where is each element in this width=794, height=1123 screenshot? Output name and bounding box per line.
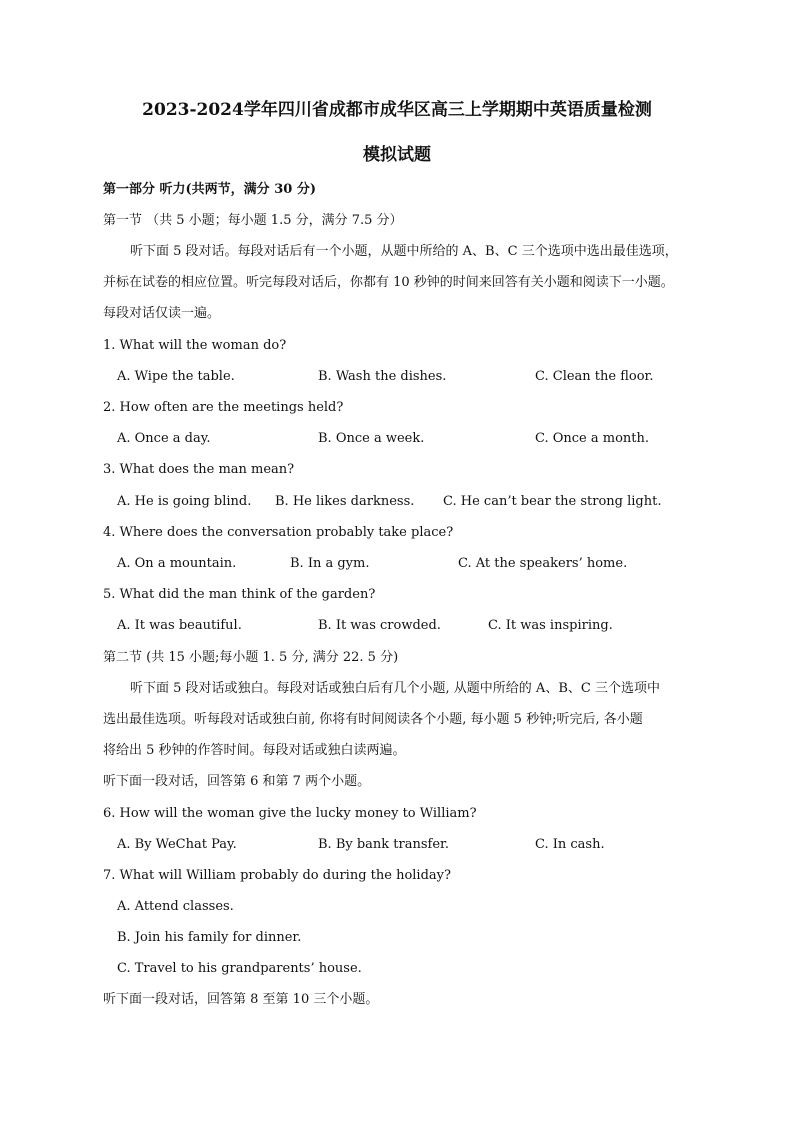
option-a: A. Wipe the table. [117,369,235,384]
option-b: B. It was crowded. [318,618,441,633]
option-b: B. Wash the dishes. [318,369,447,384]
option-a: A. On a mountain. [117,556,237,571]
question-stem: 5. What did the man think of the garden? [103,587,376,602]
option-c: C. Clean the floor. [535,369,654,384]
option-c: C. It was inspiring. [488,618,613,633]
part1-heading: 第一部分 听力(共两节，满分 30 分) [103,182,316,197]
question-stem: 7. What will William probably do during the holiday? [103,868,451,883]
section2-instruction-line: 选出最佳选项。听每段对话或独白前, 你将有时间阅读各个小题, 每小题 5 秒钟;听完后, 各小题 [103,712,643,727]
question-stem: 1. What will the woman do? [103,338,287,353]
option-c: C. In cash. [535,837,605,852]
option-a: A. It was beautiful. [117,618,242,633]
option-c: C. At the speakers’ home. [458,556,628,571]
section1-instruction-line: 听下面 5 段对话。每段对话后有一个小题，从题中所给的 A、B、C 三个选项中选出最佳选项， [130,244,678,259]
section2-instruction-line: 将给出 5 秒钟的作答时间。每段对话或独白读两遍。 [103,743,406,758]
question-stem: 3. What does the man mean? [103,462,295,477]
option-a: A. By WeChat Pay. [117,837,237,852]
section2-instruction-line: 听下面 5 段对话或独白。每段对话或独白后有几个小题, 从题中所给的 A、B、C 三个选项中 [130,681,660,696]
option-b: B. Once a week. [318,431,425,446]
question-stem: 6. How will the woman give the lucky money to William? [103,806,477,821]
option-a: A. Once a day. [117,431,211,446]
section2-heading: 第二节 (共 15 小题;每小题 1. 5 分, 满分 22. 5 分) [103,650,399,665]
document-subtitle: 模拟试题 [363,145,431,165]
question-stem: 2. How often are the meetings held? [103,400,344,415]
section1-heading: 第一节 （共 5 小题；每小题 1.5 分，满分 7.5 分） [103,213,403,228]
question-stem: 4. Where does the conversation probably take place? [103,525,454,540]
section1-instruction-line: 每段对话仅读一遍。 [103,306,221,321]
dialogue-lead: 听下面一段对话，回答第 6 和第 7 两个小题。 [103,774,371,789]
option-c: C. Once a month. [535,431,650,446]
document-title: 2023-2024学年四川省成都市成华区高三上学期期中英语质量检测 [142,100,652,120]
option-b: B. Join his family for dinner. [117,930,302,945]
option-a: A. Attend classes. [117,899,234,914]
option-c: C. Travel to his grandparents’ house. [117,961,362,976]
dialogue-lead: 听下面一段对话，回答第 8 至第 10 三个小题。 [103,992,379,1007]
option-a: A. He is going blind. [117,494,252,509]
section1-instruction-line: 并标在试卷的相应位置。听完每段对话后，你都有 10 秒钟的时间来回答有关小题和阅读下一小题。 [103,275,674,290]
option-b: B. By bank transfer. [318,837,449,852]
option-b: B. In a gym. [290,556,370,571]
option-b: B. He likes darkness. [275,494,415,509]
option-c: C. He can’t bear the strong light. [443,494,662,509]
